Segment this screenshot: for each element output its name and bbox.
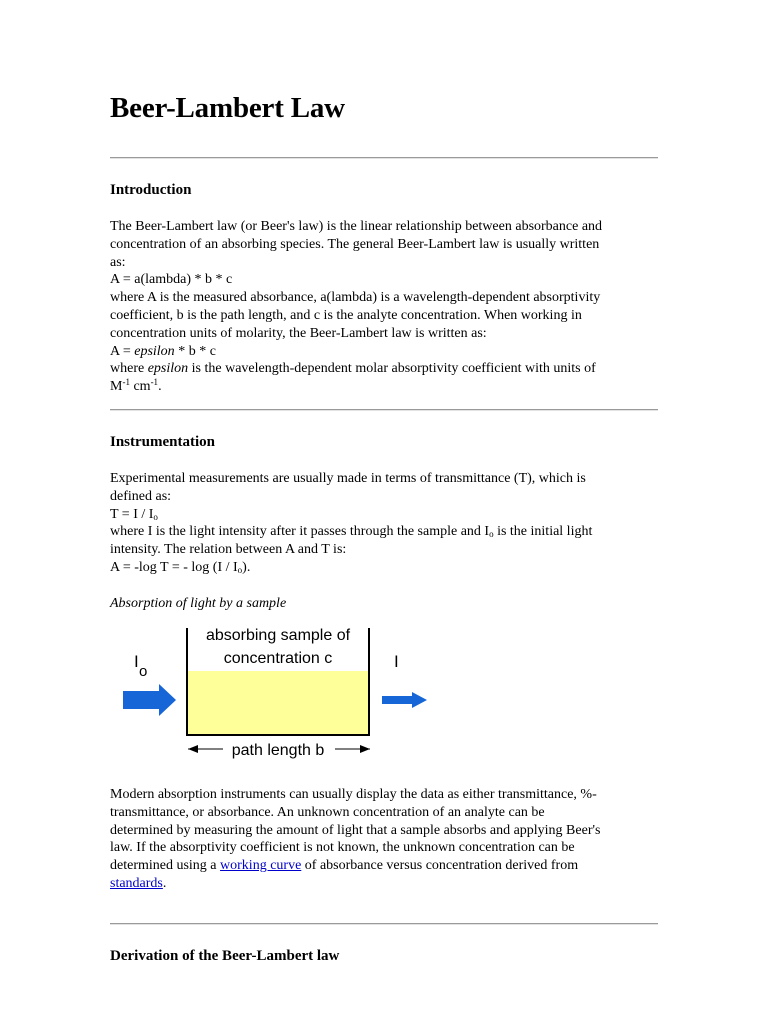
text-line: where A is the measured absorbance, a(lambda) is a wavelength-dependent absorptivity <box>110 290 601 306</box>
transmitted-intensity-label: I <box>394 652 399 671</box>
sample-label: absorbing sample of <box>205 627 351 644</box>
text-line: Experimental measurements are usually made in terms of transmittance (T), which is <box>110 471 586 486</box>
sample-liquid <box>187 671 369 735</box>
text-line: The Beer-Lambert law (or Beer's law) is the linear relationship between absorbance and <box>110 219 603 234</box>
sample-label: concentration c <box>223 650 333 667</box>
transmitted-light-arrow-icon <box>382 692 427 708</box>
horizontal-rule <box>110 923 658 925</box>
working-curve-link[interactable]: working curve <box>220 858 302 874</box>
text-line: determined using a working curve of absorbance versus concentration derived from <box>110 858 579 874</box>
text-line: concentration units of molarity, the Beer-Lambert law is written as: <box>110 325 487 341</box>
incident-light-arrow-icon <box>123 684 176 716</box>
equation-absorbance: A = -log T = - $\log (I / I_o)$. <box>110 559 251 575</box>
text-line: transmittance, or absorbance. An unknown concentration of an analyte can be <box>110 804 545 820</box>
instrumentation-paragraph <box>110 470 658 577</box>
text-line: Modern absorption instruments can usually display the data as either transmittance, %- <box>110 787 597 802</box>
instruments-paragraph <box>110 786 658 893</box>
incident-intensity-label: I <box>134 652 139 671</box>
text-line: where epsilon is the wavelength-dependent molar absorptivity coefficient with units of <box>110 361 596 377</box>
equation-transmittance: $T = I / I_o$ <box>110 506 158 522</box>
text-line: standards. <box>110 875 167 891</box>
text-line: concentration of an absorbing species. The general Beer-Lambert law is usually written <box>110 236 600 252</box>
horizontal-rule <box>110 409 658 411</box>
intro-paragraph <box>110 218 658 396</box>
units-line: $M^{-1}$ $cm^{-1}$. <box>110 377 162 395</box>
text-line: as: <box>110 254 126 270</box>
text-line: defined as: <box>110 488 172 504</box>
text-line: intensity. The relation between A and T is: <box>110 542 347 558</box>
path-length-label: path length b <box>231 742 325 759</box>
standards-link[interactable]: standards <box>110 875 163 891</box>
section-heading-introduction: Introduction <box>110 182 192 198</box>
page-title: Beer-Lambert Law <box>110 92 345 124</box>
section-heading-derivation: Derivation of the Beer-Lambert law <box>110 948 340 964</box>
text-line: coefficient, b is the path length, and c is the analyte concentration. When working in <box>110 307 582 323</box>
absorption-diagram <box>110 620 440 765</box>
text-line: determined by measuring the amount of light that a sample absorbs and applying Beer's <box>110 822 601 838</box>
section-heading-instrumentation: Instrumentation <box>110 434 216 450</box>
incident-intensity-subscript: o <box>139 663 148 680</box>
equation-general: A = a(lambda) * b * c <box>110 272 233 288</box>
text-line: law. If the absorptivity coefficient is not known, the unknown concentration can be <box>110 840 575 856</box>
equation-molar: A = epsilon * b * c <box>110 343 216 359</box>
horizontal-rule <box>110 157 658 159</box>
figure-caption: Absorption of light by a sample <box>110 596 287 611</box>
text-line: where I is the light intensity after it passes through the sample and $I_o$ is the initial light <box>110 524 593 540</box>
